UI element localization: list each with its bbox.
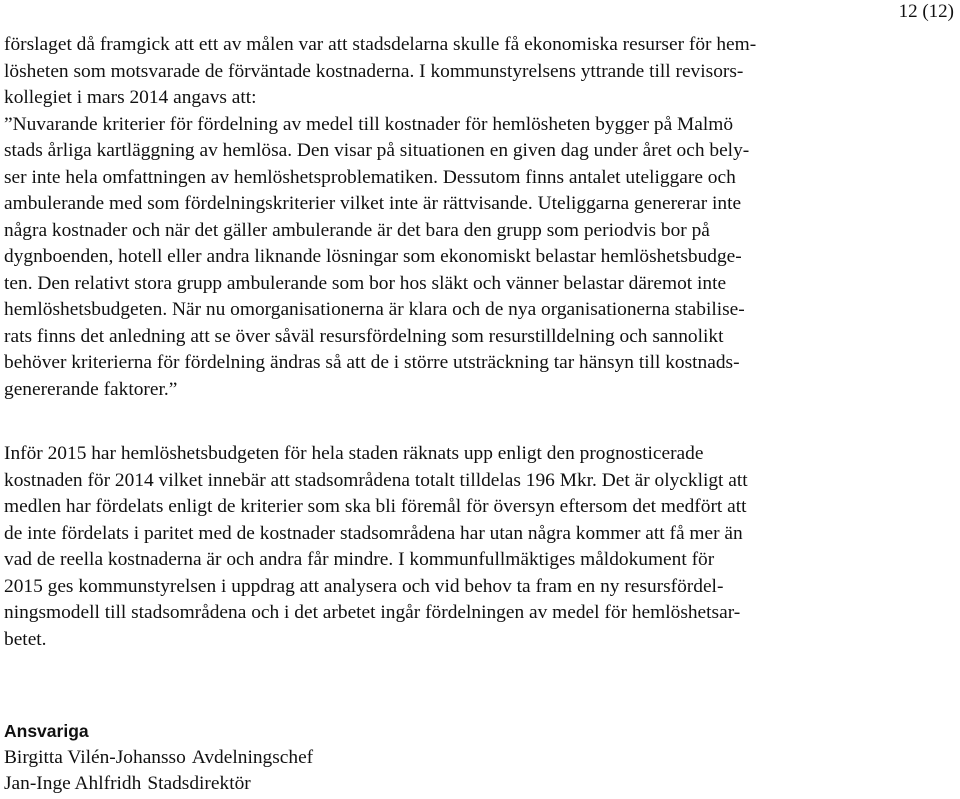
paragraph-line: 2015 ges kommunstyrelsen i uppdrag att analysera och vid behov ta fram en ny resursfördel-: [4, 575, 724, 597]
paragraph-line: Inför 2015 har hemlöshetsbudgeten för hela staden räknats upp enligt den prognosticerade: [4, 443, 704, 464]
quote-line: ”Nuvarande kriterier för fördelning av medel till kostnader för hemlösheten bygger på Malmö: [4, 113, 734, 135]
person-name: Jan-Inge Ahlfridh: [4, 773, 142, 794]
paragraph-line: kostnaden för 2014 vilket innebär att stadsområdena totalt tilldelas 196 Mkr. Det är olyckligt att: [4, 469, 748, 491]
person-role: Avdelningschef: [191, 746, 314, 768]
paragraph-line: ningsmodell till stadsområdena och i det arbetet ingår fördelningen av medel för hemlöshetsar-: [4, 602, 741, 623]
quote-line: hemlöshetsbudgeten. När nu omorganisationerna är klara och de nya organisationerna stabilise-: [4, 299, 745, 320]
page-number: 12 (12): [898, 1, 954, 22]
quote-line: ser inte hela omfattningen av hemlöshetsproblematiken. Dessutom finns antalet uteliggare och: [4, 166, 736, 188]
paragraph-line: förslaget då framgick att ett av målen var att stadsdelarna skulle få ekonomiska resurser för hem-: [4, 34, 757, 55]
quote-line: ten. Den relativt stora grupp ambulerande som bor hos släkt och vänner belastar däremot inte: [4, 272, 727, 294]
body-paragraph-1: [4, 32, 876, 403]
quote-line: några kostnader och när det gäller ambulerande är det bara den grupp som periodvis bor på: [4, 219, 710, 241]
responsible-heading: Ansvariga: [4, 721, 89, 741]
responsible-person: [4, 745, 313, 772]
paragraph-line: vad de reella kostnaderna är och andra får mindre. I kommunfullmäktiges måldokument för: [4, 549, 715, 570]
paragraph-line: lösheten som motsvarade de förväntade kostnaderna. I kommunstyrelsens yttrande till revisors-: [4, 60, 744, 82]
quote-line: genererande faktorer.”: [4, 378, 178, 400]
quote-line: ambulerande med som fördelningskriterier vilket inte är rättvisande. Uteliggarna genererar inte: [4, 193, 742, 214]
responsible-section: [4, 718, 313, 798]
person-name: Birgitta Vilén-Johansso: [4, 746, 186, 768]
paragraph-line: de inte fördelats i paritet med de kostnader stadsområdena har utan några kommer att få mer än: [4, 522, 743, 544]
quote-line: behöver kriterierna för fördelning ändras så att de i större utsträckning tar hänsyn till kostnads-: [4, 352, 740, 373]
paragraph-line: betet.: [4, 628, 47, 650]
body-paragraph-2: [4, 441, 876, 653]
person-role: Stadsdirektör: [147, 773, 251, 794]
paragraph-line: kollegiet i mars 2014 angavs att:: [4, 87, 257, 108]
quote-line: rats finns det anledning att se över såväl resursfördelning som resurstilldelning och sannolikt: [4, 325, 724, 347]
quote-line: dygnboenden, hotell eller andra liknande lösningar som ekonomiskt belastar hemlöshetsbudge-: [4, 246, 742, 267]
responsible-person: [4, 771, 313, 798]
paragraph-line: medlen har fördelats enligt de kriterier som ska bli föremål för översyn eftersom det medfört att: [4, 496, 747, 517]
quote-line: stads årliga kartläggning av hemlösa. Den visar på situationen en given dag under året och bely-: [4, 140, 750, 161]
